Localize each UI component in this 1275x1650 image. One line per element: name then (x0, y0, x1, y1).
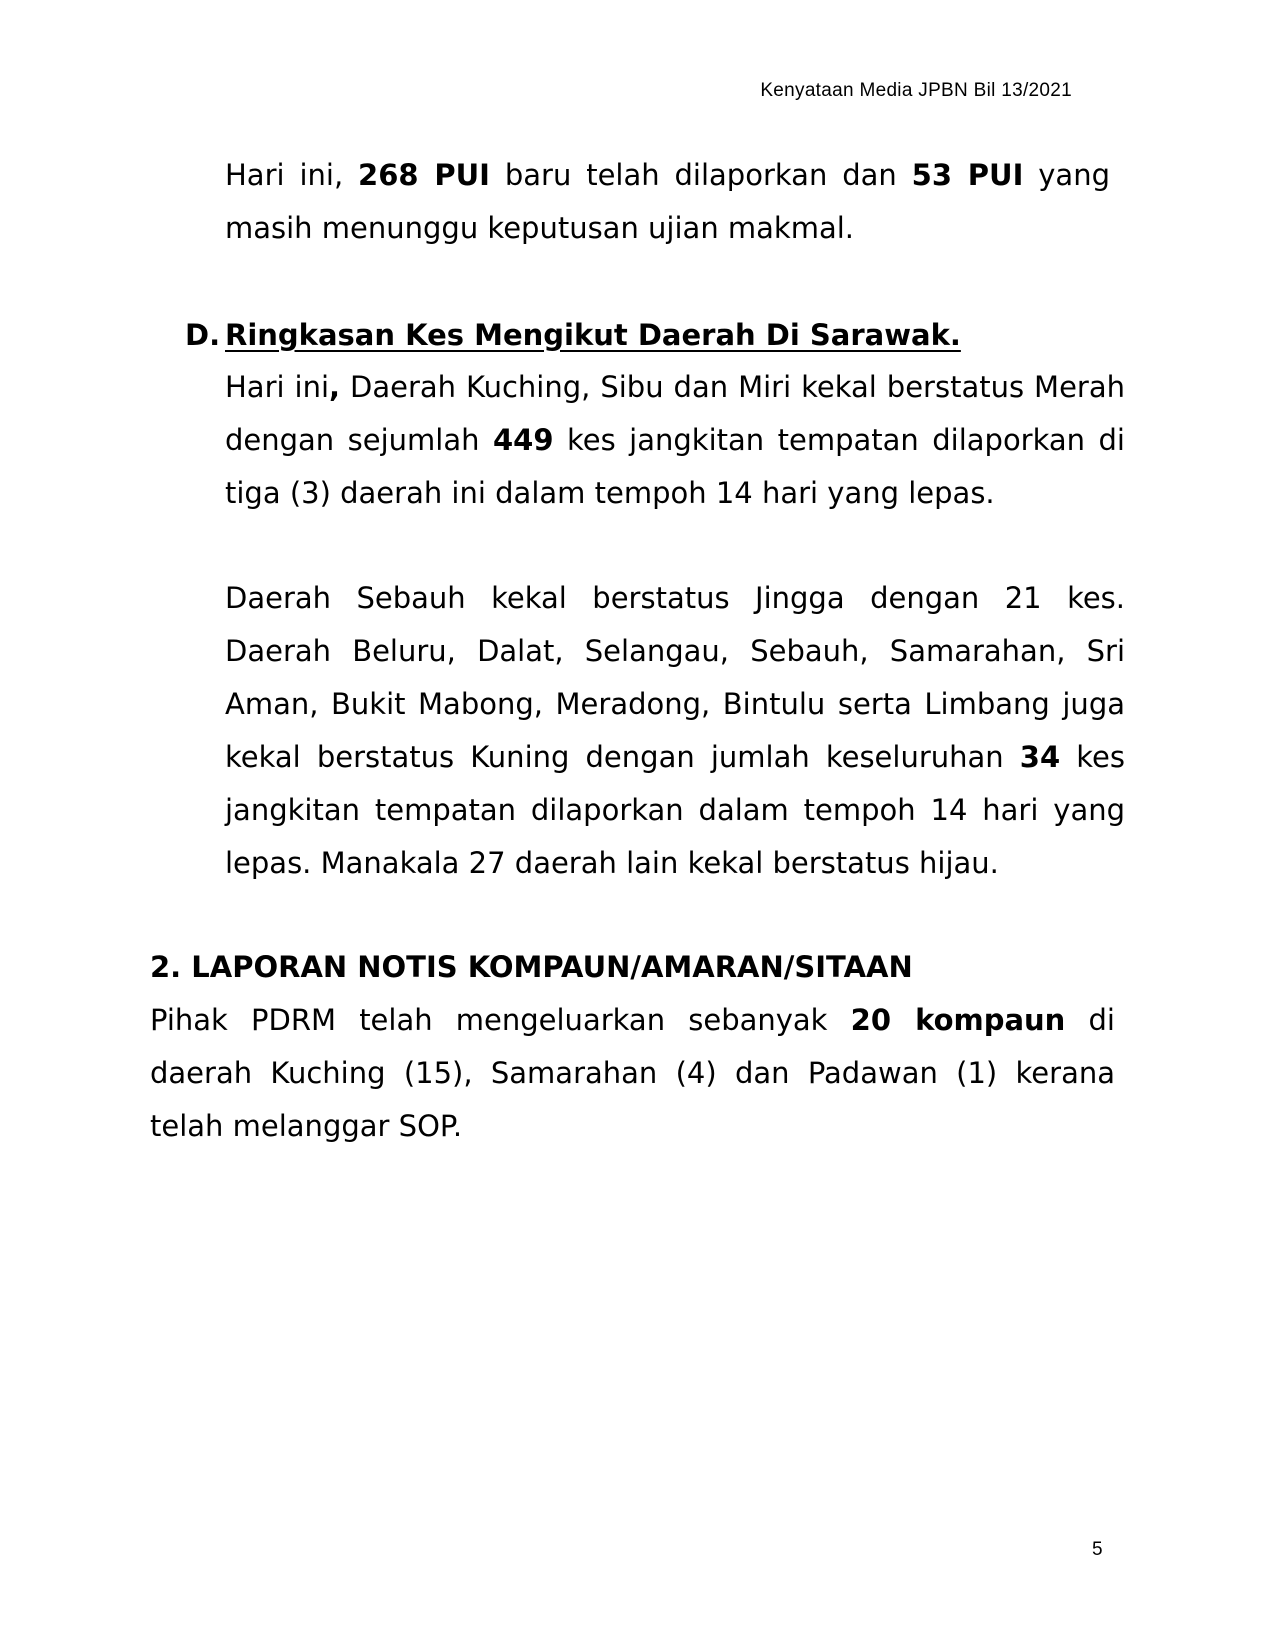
pui-text-2: baru telah dilaporkan dan (489, 158, 912, 192)
section-d-heading (185, 309, 1125, 362)
red-zone-case-count: 449 (492, 423, 554, 457)
section-2-heading: 2. LAPORAN NOTIS KOMPAUN/AMARAN/SITAAN (150, 950, 913, 984)
compound-text-1: Pihak PDRM telah mengeluarkan sebanyak (150, 1003, 851, 1037)
red-zone-text-3: kes jangkitan tempatan dilaporkan di tiga (3) daerah ini dalam tempoh 14 hari yang lepas. (225, 423, 1125, 510)
page-number: 5 (1092, 1539, 1103, 1560)
zone-text-2: kes jangkitan tempatan dilaporkan dalam tempoh 14 hari yang lepas. Manakala 27 daerah lain kekal berstatus hijau. (225, 740, 1125, 880)
pui-text-3: yang masih menunggu keputusan ujian makmal. (225, 158, 1110, 245)
pui-paragraph (225, 149, 1110, 255)
section-d-title: Ringkasan Kes Mengikut Daerah Di Sarawak. (225, 318, 961, 352)
compound-paragraph (150, 994, 1115, 1153)
pui-new-count: 268 PUI (358, 158, 490, 192)
pui-pending-count: 53 PUI (911, 158, 1024, 192)
yellow-zone-case-count: 34 (1019, 740, 1061, 774)
document-reference: Kenyataan Media JPBN Bil 13/2021 (760, 80, 1072, 101)
compound-count: 20 kompaun (850, 1003, 1066, 1037)
section-d-marker: D. (185, 318, 221, 352)
pui-text-1: Hari ini, (225, 158, 359, 192)
zone-text-1: Daerah Sebauh kekal berstatus Jingga dengan 21 kes. Daerah Beluru, Dalat, Selangau, Sebauh, Samarahan, Sri Aman, Bukit Mabong, Meradong, Bintulu serta Limbang juga kekal berstatus Kuning dengan jumlah keseluruhan (225, 581, 1125, 774)
red-zone-text-1: Hari ini (225, 370, 330, 404)
red-zone-comma: , (329, 370, 341, 404)
red-zone-paragraph (225, 361, 1125, 520)
orange-yellow-zone-paragraph (225, 572, 1125, 890)
red-zone-text-2: Daerah Kuching, Sibu dan Miri kekal berstatus Merah dengan sejumlah (225, 370, 1125, 457)
compound-text-2: di daerah Kuching (15), Samarahan (4) dan Padawan (1) kerana telah melanggar SOP. (150, 1003, 1115, 1143)
